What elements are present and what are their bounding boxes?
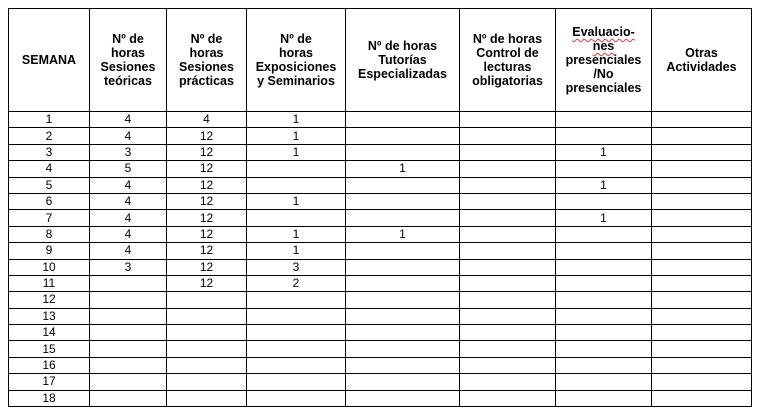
cell-teoricas: 4 — [90, 193, 167, 209]
cell-semana: 17 — [9, 374, 90, 390]
cell-practicas: 12 — [167, 226, 247, 242]
cell-practicas: 12 — [167, 144, 247, 160]
cell-teoricas — [90, 275, 167, 291]
header-line: Nº de horas — [367, 39, 438, 53]
cell-lecturas — [460, 341, 556, 357]
cell-otras — [652, 243, 752, 259]
cell-teoricas: 4 — [90, 243, 167, 259]
cell-teoricas — [90, 325, 167, 341]
cell-otras — [652, 112, 752, 128]
cell-practicas: 12 — [167, 275, 247, 291]
cell-otras — [652, 325, 752, 341]
header-line: Tutorías — [378, 53, 427, 67]
header-control-lecturas — [460, 9, 556, 112]
header-otras-actividades — [652, 9, 752, 112]
cell-exposiciones — [247, 161, 346, 177]
cell-exposiciones: 1 — [247, 243, 346, 259]
cell-otras — [652, 357, 752, 373]
cell-lecturas — [460, 308, 556, 324]
cell-exposiciones — [247, 308, 346, 324]
cell-lecturas — [460, 128, 556, 144]
cell-otras — [652, 275, 752, 291]
cell-teoricas: 4 — [90, 177, 167, 193]
cell-practicas: 12 — [167, 259, 247, 275]
cell-practicas — [167, 292, 247, 308]
header-line: /No — [593, 67, 614, 81]
cell-practicas: 12 — [167, 193, 247, 209]
cell-practicas: 12 — [167, 161, 247, 177]
cell-otras — [652, 193, 752, 209]
cell-otras — [652, 341, 752, 357]
cell-exposiciones: 1 — [247, 144, 346, 160]
cell-lecturas — [460, 144, 556, 160]
cell-evaluaciones — [556, 325, 652, 341]
header-line: obligatorias — [472, 74, 543, 88]
cell-tutorias — [346, 112, 460, 128]
cell-evaluaciones: 1 — [556, 144, 652, 160]
cell-exposiciones — [247, 210, 346, 226]
cell-practicas: 12 — [167, 243, 247, 259]
cell-exposiciones — [247, 341, 346, 357]
cell-semana: 6 — [9, 193, 90, 209]
cell-otras — [652, 374, 752, 390]
cell-exposiciones: 3 — [247, 259, 346, 275]
cell-teoricas: 4 — [90, 112, 167, 128]
cell-exposiciones — [247, 177, 346, 193]
cell-tutorias — [346, 357, 460, 373]
cell-otras — [652, 390, 752, 406]
cell-practicas: 12 — [167, 177, 247, 193]
header-line: Sesiones — [100, 60, 156, 74]
cell-lecturas — [460, 193, 556, 209]
table-row — [9, 243, 752, 259]
header-line: y Seminarios — [257, 74, 335, 88]
cell-semana: 13 — [9, 308, 90, 324]
cell-evaluaciones — [556, 341, 652, 357]
table-row — [9, 161, 752, 177]
weekly-hours-table — [8, 8, 752, 407]
cell-teoricas: 3 — [90, 144, 167, 160]
cell-evaluaciones — [556, 226, 652, 242]
header-line: teóricas — [104, 74, 152, 88]
cell-exposiciones: 1 — [247, 128, 346, 144]
cell-lecturas — [460, 325, 556, 341]
cell-semana: 3 — [9, 144, 90, 160]
cell-evaluaciones — [556, 161, 652, 177]
cell-evaluaciones — [556, 259, 652, 275]
cell-tutorias — [346, 210, 460, 226]
cell-otras — [652, 308, 752, 324]
cell-evaluaciones — [556, 243, 652, 259]
cell-semana: 16 — [9, 357, 90, 373]
header-row — [9, 9, 752, 112]
cell-teoricas: 3 — [90, 259, 167, 275]
cell-practicas — [167, 341, 247, 357]
header-semana — [9, 9, 90, 112]
cell-teoricas — [90, 341, 167, 357]
header-line: Nº de horas — [472, 32, 543, 46]
cell-semana: 18 — [9, 390, 90, 406]
header-line: Otras — [685, 46, 718, 60]
cell-practicas — [167, 374, 247, 390]
cell-evaluaciones — [556, 390, 652, 406]
cell-exposiciones: 1 — [247, 193, 346, 209]
cell-tutorias — [346, 144, 460, 160]
cell-practicas — [167, 357, 247, 373]
cell-evaluaciones — [556, 128, 652, 144]
cell-tutorias — [346, 275, 460, 291]
header-sesiones-practicas — [167, 9, 247, 112]
header-line: Sesiones — [179, 60, 234, 74]
cell-otras — [652, 177, 752, 193]
cell-otras — [652, 259, 752, 275]
cell-lecturas — [460, 226, 556, 242]
header-line: nes — [592, 39, 615, 53]
header-evaluaciones — [556, 9, 652, 112]
cell-otras — [652, 161, 752, 177]
header-line: presenciales — [565, 81, 642, 95]
header-line: horas — [278, 46, 314, 60]
cell-evaluaciones — [556, 308, 652, 324]
cell-semana: 15 — [9, 341, 90, 357]
cell-semana: 1 — [9, 112, 90, 128]
header-line: Nº de — [280, 32, 312, 46]
cell-evaluaciones — [556, 292, 652, 308]
cell-otras — [652, 292, 752, 308]
cell-exposiciones: 1 — [247, 112, 346, 128]
header-sesiones-teoricas — [90, 9, 167, 112]
header-line: Especializadas — [358, 67, 447, 81]
table-row — [9, 292, 752, 308]
cell-otras — [652, 226, 752, 242]
table-row — [9, 226, 752, 242]
cell-tutorias — [346, 177, 460, 193]
cell-teoricas — [90, 292, 167, 308]
cell-exposiciones — [247, 325, 346, 341]
cell-tutorias: 1 — [346, 161, 460, 177]
table-row — [9, 193, 752, 209]
cell-semana: 7 — [9, 210, 90, 226]
cell-otras — [652, 210, 752, 226]
table-row — [9, 341, 752, 357]
cell-lecturas — [460, 243, 556, 259]
table-row — [9, 177, 752, 193]
table-row — [9, 325, 752, 341]
table-row — [9, 112, 752, 128]
cell-tutorias — [346, 193, 460, 209]
cell-teoricas: 4 — [90, 210, 167, 226]
cell-teoricas — [90, 374, 167, 390]
table-body — [9, 112, 752, 407]
table-row — [9, 308, 752, 324]
cell-tutorias — [346, 390, 460, 406]
cell-evaluaciones — [556, 193, 652, 209]
cell-exposiciones: 1 — [247, 226, 346, 242]
header-line: Nº de — [190, 32, 223, 46]
cell-evaluaciones — [556, 374, 652, 390]
header-exposiciones-seminarios — [247, 9, 346, 112]
cell-evaluaciones — [556, 357, 652, 373]
header-line: Control de — [476, 46, 539, 60]
cell-teoricas: 5 — [90, 161, 167, 177]
cell-exposiciones: 2 — [247, 275, 346, 291]
cell-teoricas: 4 — [90, 128, 167, 144]
cell-tutorias — [346, 243, 460, 259]
cell-exposiciones — [247, 374, 346, 390]
cell-tutorias — [346, 292, 460, 308]
cell-teoricas — [90, 308, 167, 324]
cell-lecturas — [460, 259, 556, 275]
cell-semana: 14 — [9, 325, 90, 341]
cell-practicas — [167, 390, 247, 406]
header-line: SEMANA — [21, 53, 77, 67]
header-line: prácticas — [179, 74, 234, 88]
table-row — [9, 357, 752, 373]
cell-tutorias — [346, 325, 460, 341]
cell-practicas: 4 — [167, 112, 247, 128]
cell-evaluaciones — [556, 112, 652, 128]
cell-teoricas — [90, 390, 167, 406]
table-row — [9, 128, 752, 144]
cell-lecturas — [460, 292, 556, 308]
cell-teoricas: 4 — [90, 226, 167, 242]
cell-lecturas — [460, 210, 556, 226]
cell-lecturas — [460, 390, 556, 406]
cell-semana: 2 — [9, 128, 90, 144]
header-line: horas — [189, 46, 224, 60]
cell-lecturas — [460, 357, 556, 373]
header-line: Evaluacio- — [572, 25, 635, 39]
cell-practicas — [167, 325, 247, 341]
cell-semana: 11 — [9, 275, 90, 291]
cell-practicas: 12 — [167, 128, 247, 144]
header-line: Actividades — [666, 60, 737, 74]
header-line: Nº de — [112, 32, 144, 46]
cell-tutorias — [346, 374, 460, 390]
cell-semana: 4 — [9, 161, 90, 177]
cell-semana: 9 — [9, 243, 90, 259]
cell-exposiciones — [247, 292, 346, 308]
cell-exposiciones — [247, 390, 346, 406]
table-row — [9, 144, 752, 160]
cell-tutorias — [346, 259, 460, 275]
cell-semana: 10 — [9, 259, 90, 275]
cell-lecturas — [460, 161, 556, 177]
cell-evaluaciones: 1 — [556, 210, 652, 226]
header-line: horas — [110, 46, 146, 60]
cell-otras — [652, 144, 752, 160]
cell-practicas: 12 — [167, 210, 247, 226]
cell-tutorias — [346, 128, 460, 144]
table-row — [9, 390, 752, 406]
cell-lecturas — [460, 374, 556, 390]
cell-lecturas — [460, 275, 556, 291]
table-row — [9, 210, 752, 226]
header-line: lecturas — [483, 60, 532, 74]
cell-semana: 5 — [9, 177, 90, 193]
cell-lecturas — [460, 177, 556, 193]
cell-teoricas — [90, 357, 167, 373]
cell-lecturas — [460, 112, 556, 128]
cell-otras — [652, 128, 752, 144]
header-tutorias-especializadas — [346, 9, 460, 112]
cell-semana: 12 — [9, 292, 90, 308]
cell-tutorias: 1 — [346, 226, 460, 242]
table-row — [9, 374, 752, 390]
header-line: Exposiciones — [255, 60, 337, 74]
table-row — [9, 259, 752, 275]
cell-practicas — [167, 308, 247, 324]
cell-evaluaciones — [556, 275, 652, 291]
cell-semana: 8 — [9, 226, 90, 242]
header-line: presenciales — [565, 53, 642, 67]
cell-tutorias — [346, 308, 460, 324]
cell-tutorias — [346, 341, 460, 357]
table-row — [9, 275, 752, 291]
cell-evaluaciones: 1 — [556, 177, 652, 193]
cell-exposiciones — [247, 357, 346, 373]
